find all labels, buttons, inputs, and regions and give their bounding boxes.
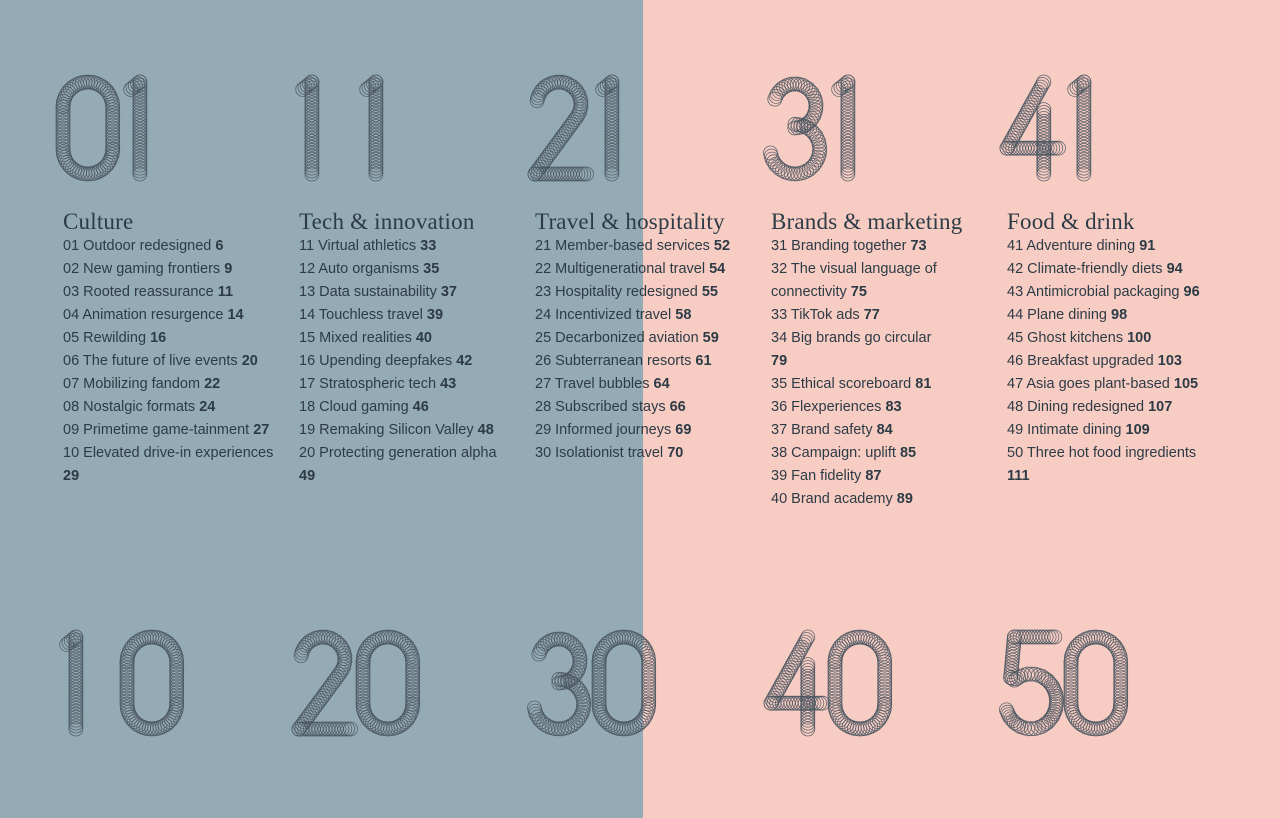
page-number: 40 [415,330,432,346]
trend-title: 25 Decarbonized aviation [535,330,699,346]
page-number: 52 [713,238,731,254]
trend-title: 06 The future of live events [63,353,238,369]
category-title: Travel & hospitality [535,209,725,234]
trend-list-item[interactable] [535,281,750,304]
page-number: 79 [771,353,788,369]
range-start-numeral-digit-3 [763,77,826,181]
trend-list-item[interactable] [299,373,499,396]
page-number: 49 [299,468,316,484]
trend-list-item[interactable] [299,419,499,442]
trend-title: 48 Dining redesigned [1007,399,1145,415]
trend-title: 22 Multigenerational travel [535,261,706,277]
trend-title: 04 Animation resurgence [63,307,224,323]
trend-list-item[interactable] [63,373,275,396]
trend-list [535,235,750,465]
trend-title: 20 Protecting generation alpha [299,445,497,461]
page-number: 91 [1139,238,1156,254]
trend-title: 07 Mobilizing fandom [63,376,205,392]
trend-list-item[interactable] [63,258,275,281]
trend-title: 09 Primetime game-tainment [63,422,250,438]
trend-list-item[interactable] [771,304,949,327]
trend-title: 37 Brand safety [771,422,873,438]
range-end-numeral-digit-0 [828,630,892,736]
trend-title: 46 Breakfast upgraded [1007,353,1154,369]
page-number: 22 [204,376,221,392]
trend-list-item[interactable] [299,396,499,419]
category-title: Food & drink [1007,209,1135,234]
trend-title: 43 Antimicrobial packaging [1007,284,1180,300]
range-start-numeral [763,76,911,188]
page-number: 94 [1166,261,1183,277]
trend-title: 38 Campaign: uplift [771,445,896,461]
trend-title: 24 Incentivized travel [535,307,672,323]
trend-list-item[interactable] [1007,350,1212,373]
range-end-numeral-digit-0 [356,630,420,736]
page-number: 84 [876,422,893,438]
page-number: 105 [1173,376,1199,392]
trend-list-item[interactable] [1007,373,1212,396]
range-start-numeral-digit-1 [296,75,319,181]
trend-title: 05 Rewilding [63,330,147,346]
trend-list [299,235,499,488]
page-number: 85 [899,445,917,461]
trend-list-item[interactable] [63,304,275,327]
trend-title: 02 New gaming frontiers [63,261,221,277]
page-number: 37 [440,284,457,300]
trend-list-item[interactable] [63,281,275,304]
trend-title: 32 The visual language of connectivity [771,261,937,300]
trend-list-item[interactable] [535,304,750,327]
trend-title: 16 Upending deepfakes [299,353,453,369]
trend-list-item[interactable] [63,419,275,442]
trend-title: 41 Adventure dining [1007,238,1136,254]
trend-list-item[interactable] [299,304,499,327]
range-end-numeral-digit-5 [999,630,1063,736]
trend-title: 31 Branding together [771,238,907,254]
page-number: 98 [1111,307,1128,323]
trend-list-item[interactable] [299,442,499,488]
range-start-numeral-digit-1 [596,75,619,181]
trend-title: 18 Cloud gaming [299,399,409,415]
trend-list-item[interactable] [299,281,499,304]
page-number: 83 [885,399,902,415]
trend-list [63,235,275,488]
trend-list-item[interactable] [1007,419,1212,442]
trend-list-item[interactable] [771,488,949,511]
trend-list-item[interactable] [63,442,275,488]
page-number: 96 [1183,284,1200,300]
range-start-numeral-digit-4 [1000,75,1066,181]
trend-title: 47 Asia goes plant-based [1007,376,1170,392]
trend-list-item[interactable] [771,465,949,488]
range-start-numeral-digit-1 [124,75,147,181]
trend-list-item[interactable] [63,350,275,373]
page-number: 107 [1148,399,1173,415]
trend-title: 26 Subterranean resorts [535,353,692,369]
trend-title: 44 Plane dining [1007,307,1107,323]
range-end-numeral-digit-0 [592,630,656,736]
page-number: 59 [702,330,719,346]
trend-title: 12 Auto organisms [299,261,420,277]
trend-list-item[interactable] [771,419,949,442]
trend-title: 28 Subscribed stays [535,399,666,415]
range-end-numeral-digit-0 [120,630,184,736]
trend-title: 19 Remaking Silicon Valley [299,422,474,438]
page-number: 64 [653,376,670,392]
page-number: 54 [709,261,726,277]
category-title: Brands & marketing [771,209,963,234]
page-number: 69 [675,422,692,438]
trend-list-item[interactable] [771,258,949,304]
trend-title: 29 Informed journeys [535,422,672,438]
trend-title: 13 Data sustainability [299,284,437,300]
page-number: 55 [701,284,718,300]
range-end-numeral-digit-0 [1064,630,1128,736]
trend-title: 35 Ethical scoreboard [771,376,912,392]
trend-title: 49 Intimate dining [1007,422,1122,438]
range-start-numeral [999,76,1147,188]
trend-list-item[interactable] [63,235,275,258]
trend-list-item[interactable] [535,419,750,442]
trend-title: 34 Big brands go circular [771,330,932,346]
trend-title: 03 Rooted reassurance [63,284,214,300]
page-number: 70 [667,445,684,461]
range-end-numeral-digit-2 [292,630,358,736]
trend-title: 21 Member-based services [535,238,710,254]
trend-list [1007,235,1212,488]
page-number: 6 [215,238,224,254]
page-number: 20 [241,353,258,369]
trend-list-item[interactable] [535,258,750,281]
page-number: 81 [915,376,932,392]
trend-list-item[interactable] [535,442,750,465]
page-number: 9 [224,261,233,277]
page-number: 14 [227,307,244,323]
trend-list-item[interactable] [771,235,949,258]
range-start-numeral-digit-2 [528,75,594,181]
category-title: Culture [63,209,134,234]
page-number: 33 [420,238,437,254]
page-number: 66 [669,399,686,415]
trend-list-item[interactable] [535,373,750,396]
trend-title: 11 Virtual athletics [299,238,417,254]
trend-list-item[interactable] [1007,396,1212,419]
trend-list-item[interactable] [771,373,949,396]
trend-list-item[interactable] [535,350,750,373]
page-number: 43 [440,376,457,392]
page-number: 24 [199,399,216,415]
page-number: 39 [426,307,444,323]
trend-list-item[interactable] [1007,304,1212,327]
trend-list [771,235,949,511]
page-number: 48 [477,422,494,438]
page-number: 89 [896,491,913,507]
page-number: 46 [412,399,429,415]
trend-list-item[interactable] [63,396,275,419]
page-number: 73 [910,238,927,254]
trend-list-item[interactable] [771,327,949,373]
trend-list-item[interactable] [535,235,750,258]
trend-list-item[interactable] [1007,235,1212,258]
page-number: 29 [63,468,80,484]
page-number: 61 [695,353,712,369]
trend-title: 17 Stratospheric tech [299,376,437,392]
trend-title: 10 Elevated drive-in experiences [63,445,274,461]
trend-list-item[interactable] [63,327,275,350]
trend-title: 27 Travel bubbles [535,376,650,392]
range-end-numeral-digit-3 [527,632,590,736]
trend-list-item[interactable] [1007,442,1212,488]
page-number: 35 [423,261,440,277]
trend-title: 01 Outdoor redesigned [63,238,212,254]
trend-title: 36 Flexperiences [771,399,882,415]
range-end-numeral [527,631,675,743]
range-start-numeral-digit-1 [832,75,855,181]
trend-title: 15 Mixed realities [299,330,412,346]
range-end-numeral [763,631,911,743]
range-end-numeral [291,631,439,743]
page-number: 16 [150,330,167,346]
trend-title: 45 Ghost kitchens [1007,330,1124,346]
page-number: 42 [456,353,473,369]
trend-list-item[interactable] [299,350,499,373]
page-number: 103 [1157,353,1182,369]
trend-title: 40 Brand academy [771,491,893,507]
trend-list-item[interactable] [1007,258,1212,281]
category-title: Tech & innovation [299,209,475,234]
range-start-numeral-digit-1 [1068,75,1091,181]
trend-list-item[interactable] [299,327,499,350]
range-start-numeral-digit-0 [56,75,120,181]
trend-title: 42 Climate-friendly diets [1007,261,1163,277]
trend-list-item[interactable] [1007,281,1212,304]
range-start-numeral [291,76,439,188]
trend-list-item[interactable] [535,327,750,350]
range-start-numeral [527,76,675,188]
page-number: 109 [1125,422,1150,438]
trend-list-item[interactable] [771,442,949,465]
trend-title: 23 Hospitality redesigned [535,284,698,300]
range-start-numeral [55,76,203,188]
trend-list-item[interactable] [299,235,499,258]
page-number: 58 [675,307,692,323]
page-number: 111 [1007,468,1030,484]
trend-title: 33 TikTok ads [771,307,860,323]
range-end-numeral [55,631,203,743]
page-number: 100 [1127,330,1152,346]
trend-title: 30 Isolationist travel [535,445,664,461]
page-number: 11 [217,284,234,300]
range-end-numeral-digit-1 [60,630,83,736]
trend-title: 08 Nostalgic formats [63,399,196,415]
range-start-numeral-digit-1 [360,75,383,181]
trend-title: 50 Three hot food ingredients [1007,445,1197,461]
page-number: 77 [863,307,880,323]
page-number: 87 [865,468,882,484]
trend-title: 14 Touchless travel [299,307,423,323]
trend-title: 39 Fan fidelity [771,468,862,484]
trend-list-item[interactable] [1007,327,1212,350]
range-end-numeral-digit-4 [764,630,830,736]
trend-list-item[interactable] [299,258,499,281]
page-number: 27 [253,422,270,438]
page-number: 75 [850,284,867,300]
range-end-numeral [999,631,1147,743]
trend-list-item[interactable] [535,396,750,419]
trend-list-item[interactable] [771,396,949,419]
